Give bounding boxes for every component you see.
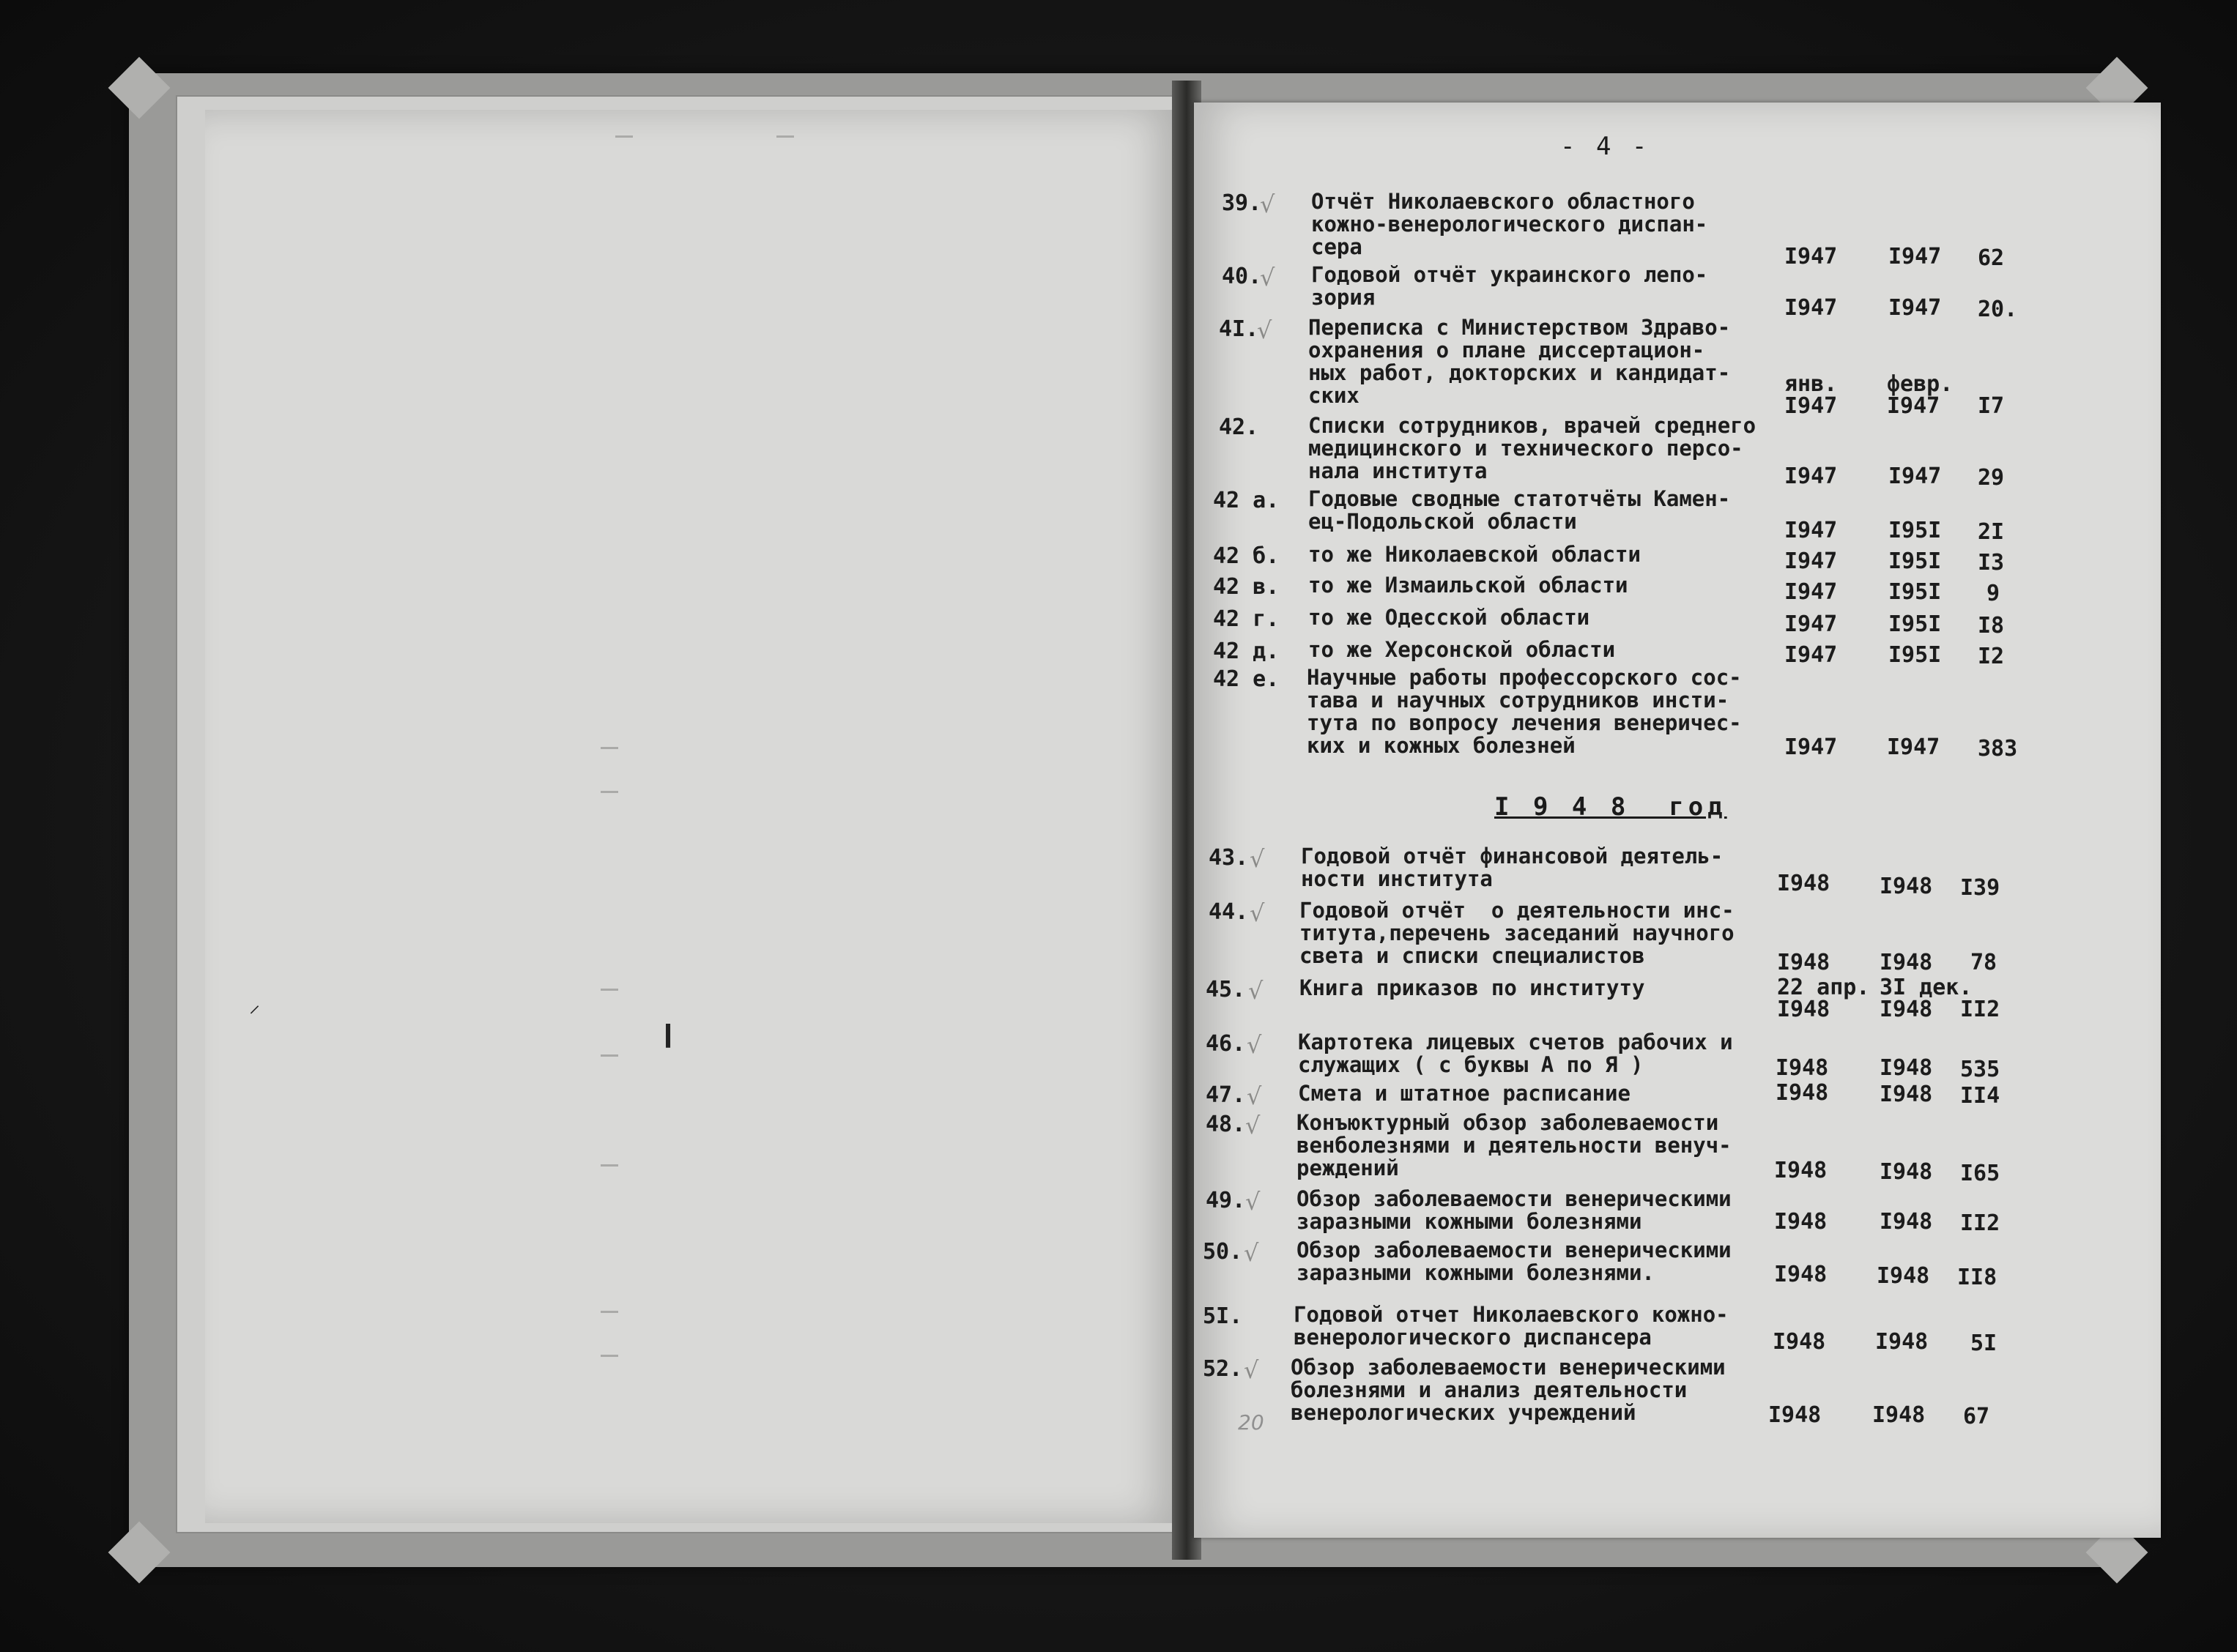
sheet-count: 62 [1978,245,2005,271]
page-number: - 4 - [1560,132,1650,161]
left-page-blank [205,110,1179,1523]
end-date: I948 [1875,1329,1929,1355]
end-date: I947 [1888,244,1942,269]
end-date: I95I [1888,579,1942,605]
start-date: I947 [1784,518,1838,543]
start-date: I948 [1774,1209,1828,1235]
entry-title: Переписка с Министерством Здраво- охранения о плане диссертацион- ных работ, докторских и кандидат- ских [1308,315,1731,408]
check-mark-icon: √ [1260,190,1275,218]
end-date: I948 [1880,1082,1933,1107]
entry-title: Списки сотрудников, врачей среднего медицинского и технического персо- нала института [1308,413,1756,483]
sheet-count: II2 [1960,997,2000,1022]
start-date: I948 [1774,1158,1828,1183]
start-date: I948 [1777,950,1830,975]
year-heading: I 9 4 8 год [1494,792,1727,822]
start-date: I948 [1774,1262,1828,1287]
sheet-count: I3 [1978,550,2005,576]
start-date: I948 [1773,1329,1826,1355]
check-mark-icon: √ [1250,845,1265,873]
end-date: I947 [1887,734,1940,760]
end-date: I95I [1888,642,1942,668]
entry-number: 50. [1203,1239,1243,1265]
start-date: I947 [1784,244,1838,269]
entry-title: Обзор заболеваемости венерическими заразными кожными болезнями. [1296,1238,1732,1285]
sheet-count: I8 [1978,613,2005,639]
entry-title: Годовой отчёт финансовой деятель- ности института [1301,844,1724,891]
end-date: I947 [1888,464,1942,489]
sheet-count: 20. [1978,297,2018,322]
entry-number: 42 е. [1213,666,1280,692]
entry-number: 42 а. [1213,488,1280,513]
start-date: I947 [1784,579,1838,605]
start-date: 22 апр. I948 [1777,975,1870,1022]
check-mark-icon: √ [1244,1356,1259,1384]
end-date: I947 [1888,295,1942,321]
ink-mark: ❙ [659,1018,678,1052]
sheet-count: II2 [1960,1210,2000,1236]
entry-title: Обзор заболеваемости венерическими болезнями и анализ деятельности венерологических учреждений [1291,1355,1726,1425]
end-date: I948 [1872,1402,1926,1428]
check-mark-icon: √ [1247,1082,1262,1110]
entry-number: 48. [1206,1112,1246,1137]
entry-title: Обзор заболеваемости венерическими заразными кожными болезнями [1296,1186,1732,1234]
sheet-count: 29 [1978,465,2005,491]
start-date: I948 [1768,1402,1822,1428]
sheet-count: II8 [1957,1265,1997,1290]
entry-title: Научные работы профессорского сос- тава и научных сотрудников инсти- тута по вопросу лечения венеричес- ких и кожных болезней [1307,665,1742,758]
start-date: I947 [1784,464,1838,489]
entry-title: то же Николаевской области [1308,542,1641,567]
entry-title: Отчёт Николаевского областного кожно-венерологического диспан- сера [1311,189,1708,259]
sheet-count: 535 [1960,1057,2000,1082]
sheet-count: I39 [1960,875,2000,901]
entry-number: 43. [1209,845,1249,871]
start-date: I948 [1777,871,1830,896]
end-date: февр. I947 [1887,371,1954,419]
check-mark-icon: √ [1247,1031,1262,1059]
end-date: I948 [1880,1209,1933,1235]
end-date: I948 [1880,950,1933,975]
start-date: I947 [1784,734,1838,760]
entry-number: 5I. [1203,1303,1243,1329]
entry-title: то же Херсонской области [1308,637,1616,662]
start-date: I947 [1784,548,1838,574]
entry-title: то же Одесской области [1308,605,1590,630]
entry-title: Годовой отчет Николаевского кожно- венерологического диспансера [1294,1302,1729,1350]
sheet-count: 67 [1963,1404,1990,1429]
sheet-count: 9 [1986,581,2000,606]
entry-title: Конъюктурный обзор заболеваемости венболезнями и деятельности венуч- реждений [1296,1110,1732,1180]
entry-title: Книга приказов по институту [1299,975,1645,1000]
sheet-count: II4 [1960,1083,2000,1109]
entry-number: 45. [1206,977,1246,1002]
entry-title: Годовые сводные статотчёты Камен- ец-Подольской области [1308,486,1731,534]
sheet-count: 383 [1978,736,2018,762]
entry-number: 42 б. [1213,543,1280,569]
start-date: I947 [1784,295,1838,321]
end-date: I948 [1880,1159,1933,1185]
entry-number: 49. [1206,1188,1246,1213]
check-mark-icon: √ [1250,899,1265,927]
end-date: I948 [1880,874,1933,899]
entry-number: 46. [1206,1031,1246,1057]
end-date: I948 [1877,1263,1930,1289]
check-mark-icon: √ [1257,316,1272,344]
check-mark-icon: √ [1245,1112,1261,1139]
entry-number: 42 г. [1213,606,1280,632]
entry-title: то же Измаильской области [1308,573,1628,598]
check-mark-icon: √ [1244,1239,1259,1267]
start-date: I947 [1784,642,1838,668]
entry-number: 4I. [1219,316,1259,342]
entry-number: 40. [1222,264,1262,289]
entry-number: 42. [1219,414,1259,440]
entry-title: Годовой отчёт украинского лепо- зория [1311,262,1708,310]
check-mark-icon: √ [1248,977,1264,1005]
ink-mark: ⸝ [249,992,260,1018]
entry-number: 44. [1209,899,1249,925]
end-date: I95I [1888,611,1942,637]
sheet-count: I2 [1978,644,2005,669]
check-mark-icon: √ [1245,1188,1261,1216]
pencil-note: 20 [1238,1410,1264,1435]
check-mark-icon: √ [1260,264,1275,291]
entry-number: 39. [1222,190,1262,216]
start-date: I947 [1784,611,1838,637]
start-date: янв. I947 [1784,371,1838,419]
sheet-count: 78 [1970,950,1997,975]
entry-number: 52. [1203,1356,1243,1382]
entry-number: 42 д. [1213,639,1280,664]
sheet-count: 5I [1970,1331,1997,1356]
start-date: I948 [1776,1080,1829,1106]
end-date: I948 [1880,1055,1933,1081]
sheet-count: 2I [1978,519,2005,545]
end-date: 3I дек. I948 [1880,975,1973,1022]
entry-title: Годовой отчёт о деятельности инс- титута,перечень заседаний научного света и списки специалистов [1299,898,1735,968]
start-date: I948 [1776,1055,1829,1081]
end-date: I95I [1888,518,1942,543]
entry-title: Смета и штатное расписание [1298,1081,1631,1106]
end-date: I95I [1888,548,1942,574]
entry-number: 47. [1206,1082,1246,1108]
entry-title: Картотека лицевых счетов рабочих и служащих ( с буквы А по Я ) [1298,1030,1733,1077]
entry-number: 42 в. [1213,574,1280,600]
sheet-count: I65 [1960,1161,2000,1186]
sheet-count: I7 [1978,393,2005,419]
